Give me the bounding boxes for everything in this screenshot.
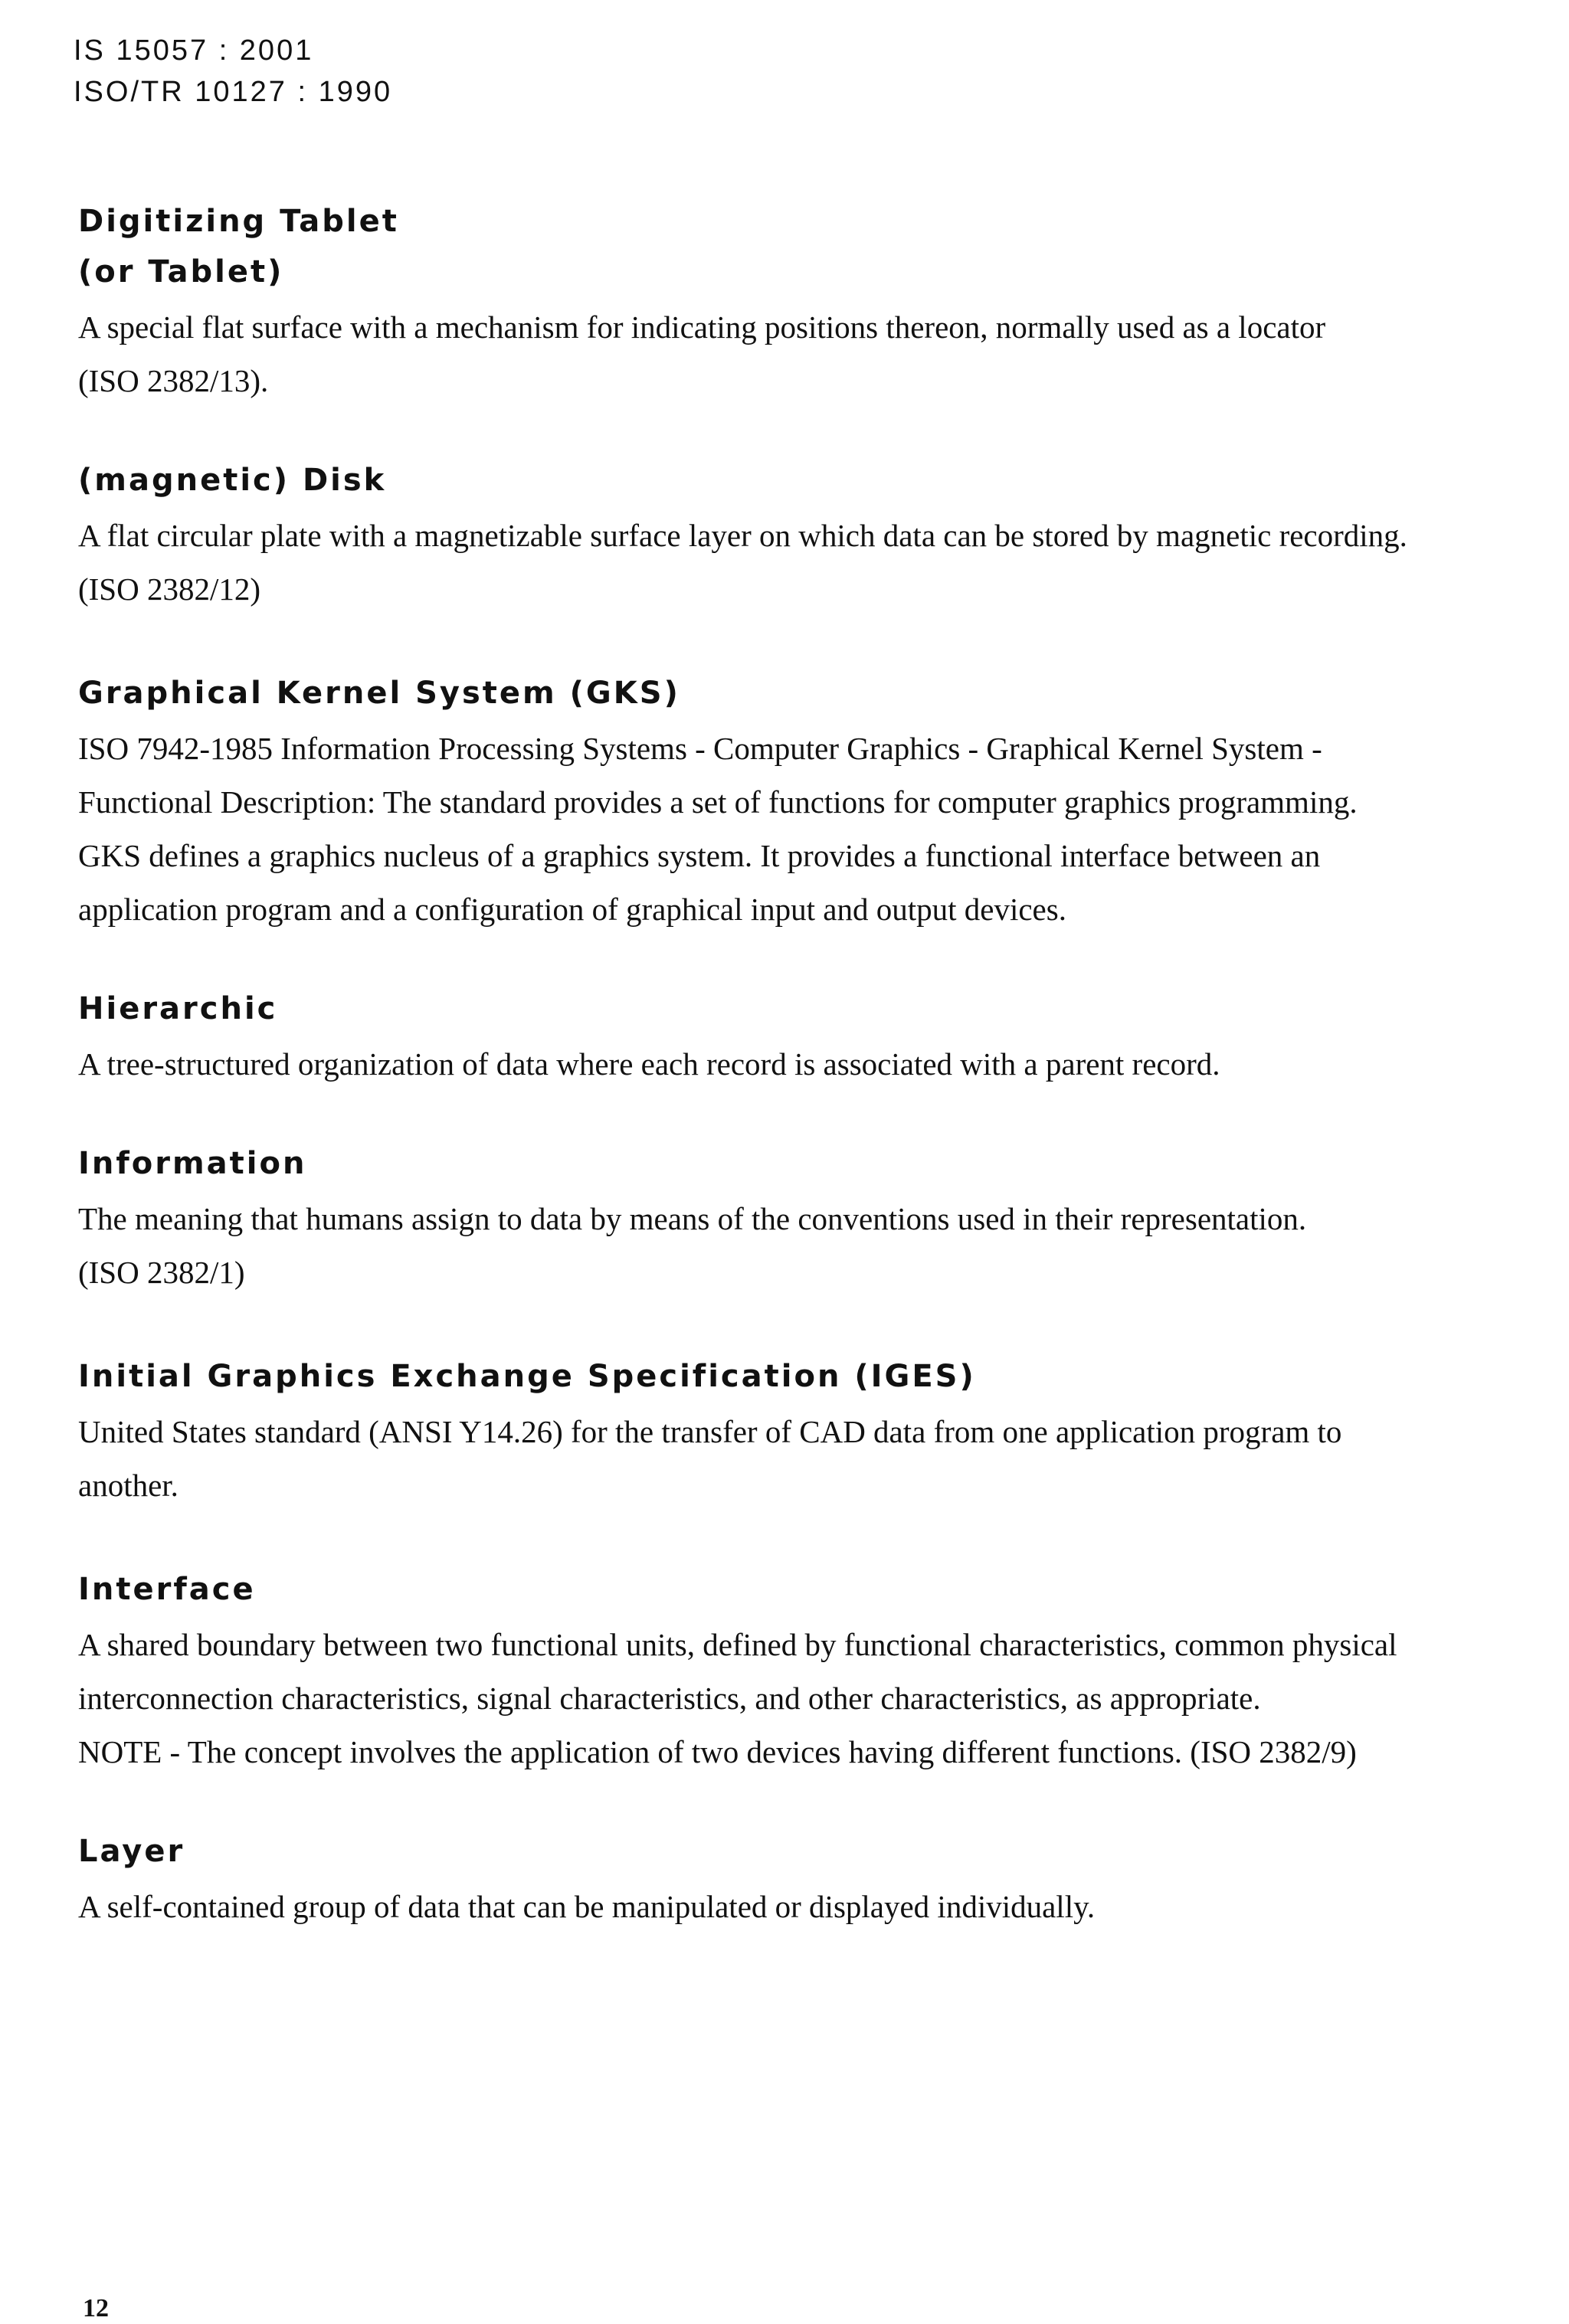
term-heading: Graphical Kernel System (GKS) <box>78 676 680 711</box>
standard-number-is: IS 15057 : 2001 <box>74 34 314 67</box>
definition-line: United States standard (ANSI Y14.26) for the transfer of CAD data from one application program to <box>78 1414 1342 1449</box>
term-heading: Digitizing Tablet <box>78 204 399 239</box>
definition-line: (ISO 2382/13). <box>78 363 269 398</box>
definition-line: A tree-structured organization of data where each record is associated with a parent record. <box>78 1046 1220 1082</box>
definition-line: Functional Description: The standard provides a set of functions for computer graphics programming. <box>78 784 1358 820</box>
term-definition <box>78 722 1358 936</box>
term-definition <box>78 1405 1341 1512</box>
term-definition <box>78 1618 1397 1779</box>
term-definition <box>78 1037 1220 1091</box>
term-heading: Hierarchic <box>78 991 278 1026</box>
definition-line: (ISO 2382/1) <box>78 1255 245 1290</box>
definition-line: A flat circular plate with a magnetizable surface layer on which data can be stored by magnetic recording. <box>78 518 1407 553</box>
term-heading: Layer <box>78 1834 185 1869</box>
term-heading: Initial Graphics Exchange Specification (IGES) <box>78 1359 976 1394</box>
page-number: 12 <box>83 2294 109 2322</box>
term-definition <box>78 1880 1095 1933</box>
definition-line: A special flat surface with a mechanism for indicating positions thereon, normally used as a locator <box>78 309 1326 345</box>
term-heading: (magnetic) Disk <box>78 463 387 498</box>
term-definition <box>78 509 1407 616</box>
term-definition <box>78 300 1325 408</box>
term-definition <box>78 1192 1306 1299</box>
term-heading: Interface <box>78 1572 256 1607</box>
definition-line: ISO 7942-1985 Information Processing Systems - Computer Graphics - Graphical Kernel System - <box>78 731 1322 766</box>
definition-line: another. <box>78 1468 179 1503</box>
definition-line: NOTE - The concept involves the application of two devices having different functions. (ISO 2382/9) <box>78 1734 1357 1769</box>
definition-line: A self-contained group of data that can be manipulated or displayed individually. <box>78 1889 1096 1924</box>
definition-line: A shared boundary between two functional units, defined by functional characteristics, common physical <box>78 1627 1397 1662</box>
definition-line: (ISO 2382/12) <box>78 571 261 607</box>
standard-number-iso-tr: ISO/TR 10127 : 1990 <box>74 76 393 108</box>
term-heading-alt: (or Tablet) <box>78 254 284 290</box>
definition-line: interconnection characteristics, signal characteristics, and other characteristics, as appropriate. <box>78 1681 1261 1716</box>
definition-line: application program and a configuration of graphical input and output devices. <box>78 892 1066 927</box>
definition-line: The meaning that humans assign to data by means of the conventions used in their representation. <box>78 1201 1307 1236</box>
definition-line: GKS defines a graphics nucleus of a graphics system. It provides a functional interface between an <box>78 838 1321 873</box>
term-heading: Information <box>78 1146 307 1181</box>
